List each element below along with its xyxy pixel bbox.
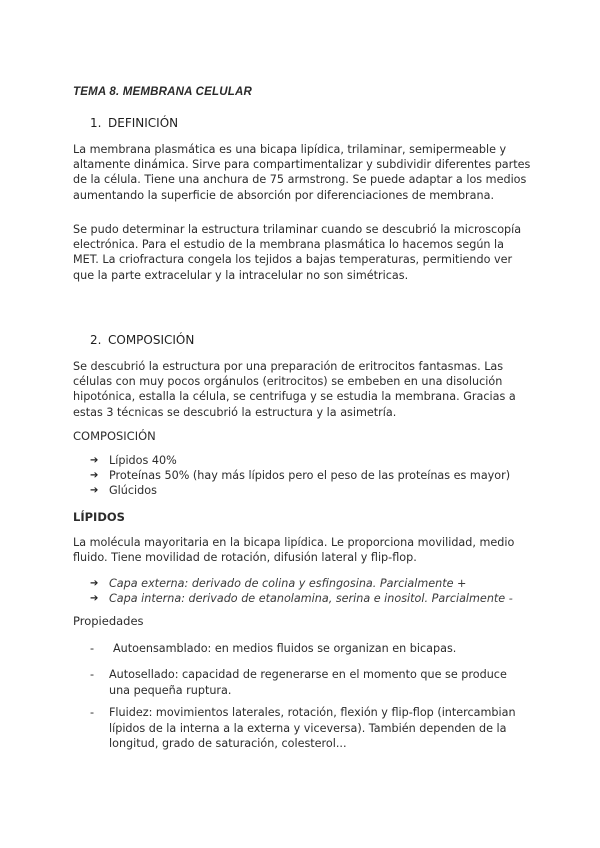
list-item: - Autoensamblado: en medios fluidos se organizan en bicapas. bbox=[90, 642, 457, 655]
composition-subheading: COMPOSICIÓN bbox=[73, 429, 156, 443]
section-title: DEFINICIÓN bbox=[108, 116, 179, 130]
dash-bullet: - bbox=[90, 642, 95, 655]
dash-bullet: - bbox=[90, 706, 95, 719]
properties-label: Propiedades bbox=[73, 614, 144, 628]
composition-list bbox=[90, 453, 550, 498]
paragraph-definition: La membrana plasmática es una bicapa lipídica, trilaminar, semipermeable y altamente dinámica. Sirve para compartimentalizar y subdividir diferentes partes de la célula. Tiene una anchura de 75 armstrong. Se puede adaptar a los medios aumentando la superficie de absorción por diferenciaciones de membrana. bbox=[73, 143, 531, 202]
list-item: ➔ Capa externa: derivado de colina y esfingosina. Parcialmente + bbox=[90, 577, 467, 590]
paragraph-structure: Se pudo determinar la estructura trilaminar cuando se descubrió la microscopía electrónica. Para el estudio de la membrana plasmática lo hacemos según la MET. La criofractura congela los tejidos a bajas temperaturas, permitiendo ver que la parte extracelular y la intracelular no son simétricas. bbox=[73, 223, 522, 282]
paragraph-composition: Se descubrió la estructura por una preparación de eritrocitos fantasmas. Las células con muy pocos orgánulos (eritrocitos) se embeben en una disolución hipotónica, estalla la célula, se centrifuga y se estudia la membrana. Gracias a estas 3 técnicas se descubrió la estructura y la asimetría. bbox=[73, 360, 516, 419]
page-title: TEMA 8. MEMBRANA CELULAR bbox=[73, 86, 252, 98]
section-number: 1. bbox=[90, 116, 102, 130]
section-heading-definicion bbox=[90, 116, 178, 130]
arrow-icon: ➔ bbox=[90, 578, 99, 589]
arrow-icon: ➔ bbox=[90, 470, 99, 481]
list-item: - Autosellado: capacidad de regenerarse en el momento que se produce una pequeña ruptura. bbox=[90, 668, 507, 697]
section-title: COMPOSICIÓN bbox=[108, 333, 195, 347]
list-item: - Fluidez: movimientos laterales, rotación, flexión y flip-flop (intercambian lípidos de la interna a la externa y viceversa). También dependen de la longitud, grado de saturación, colesterol... bbox=[90, 706, 516, 750]
section-number: 2. bbox=[90, 333, 102, 347]
lipid-layers-list bbox=[90, 576, 550, 606]
arrow-icon: ➔ bbox=[90, 485, 99, 496]
lipids-heading: LÍPIDOS bbox=[73, 510, 125, 524]
list-item: ➔ Glúcidos bbox=[90, 484, 157, 497]
paragraph-lipids: La molécula mayoritaria en la bicapa lipídica. Le proporciona movilidad, medio fluido. Tiene movilidad de rotación, difusión lateral y flip-flop. bbox=[73, 536, 515, 565]
list-item: ➔ Proteínas 50% (hay más lípidos pero el peso de las proteínas es mayor) bbox=[90, 469, 511, 482]
dash-bullet: - bbox=[90, 668, 95, 681]
arrow-icon: ➔ bbox=[90, 455, 99, 466]
arrow-icon: ➔ bbox=[90, 593, 99, 604]
list-item: ➔ Lípidos 40% bbox=[90, 454, 177, 467]
list-item: ➔ Capa interna: derivado de etanolamina, serina e inositol. Parcialmente - bbox=[90, 592, 513, 605]
section-heading-composicion bbox=[90, 333, 194, 347]
